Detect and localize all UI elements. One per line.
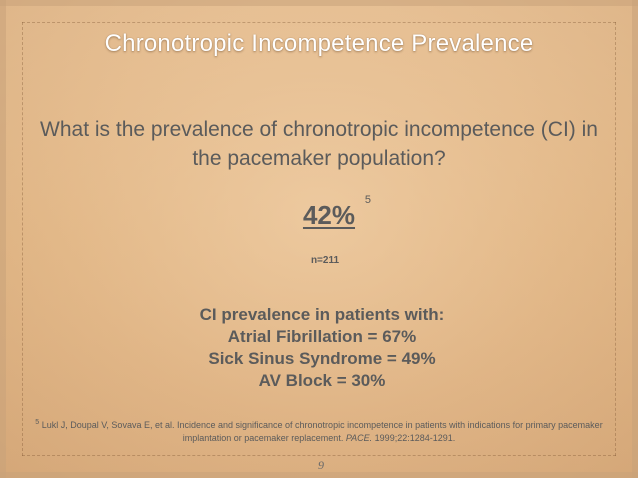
prevalence-item-af: Atrial Fibrillation = 67% xyxy=(227,327,417,346)
headline-stat xyxy=(302,194,372,231)
sample-size: n=211 xyxy=(310,255,340,266)
prevalence-item-sss: Sick Sinus Syndrome = 49% xyxy=(208,349,436,368)
headline-stat-container xyxy=(0,194,638,231)
stitching-bottom xyxy=(22,455,616,456)
prevalence-item-av-block: AV Block = 30% xyxy=(258,371,386,390)
slide-border-top xyxy=(0,0,638,6)
slide-border-right xyxy=(632,0,638,478)
citation xyxy=(34,416,604,445)
question-text: What is the prevalence of chronotropic incompetence (CI) in the pacemaker population? xyxy=(40,118,598,170)
citation-volume: 1999;22:1284-1291. xyxy=(372,433,456,443)
citation-journal: PACE. xyxy=(345,433,373,443)
prevalence-heading: CI prevalence in patients with: xyxy=(199,305,445,324)
headline-stat-value: 42% xyxy=(302,200,356,230)
page-number: 9 xyxy=(318,458,324,472)
slide-title: Chronotropic Incompetence Prevalence xyxy=(104,30,534,57)
citation-ref-number: 5 xyxy=(35,419,40,426)
prevalence-list xyxy=(0,304,638,392)
slide-border-left xyxy=(0,0,6,478)
stitching-top xyxy=(22,22,616,23)
citation-text: Lukl J, Doupal V, Sovava E, et al. Incidence and significance of chronotropic incompetence in patients with indications for primary pacemaker implantation or pacemaker replacement. xyxy=(41,420,603,443)
footnote-reference: 5 xyxy=(364,194,372,206)
